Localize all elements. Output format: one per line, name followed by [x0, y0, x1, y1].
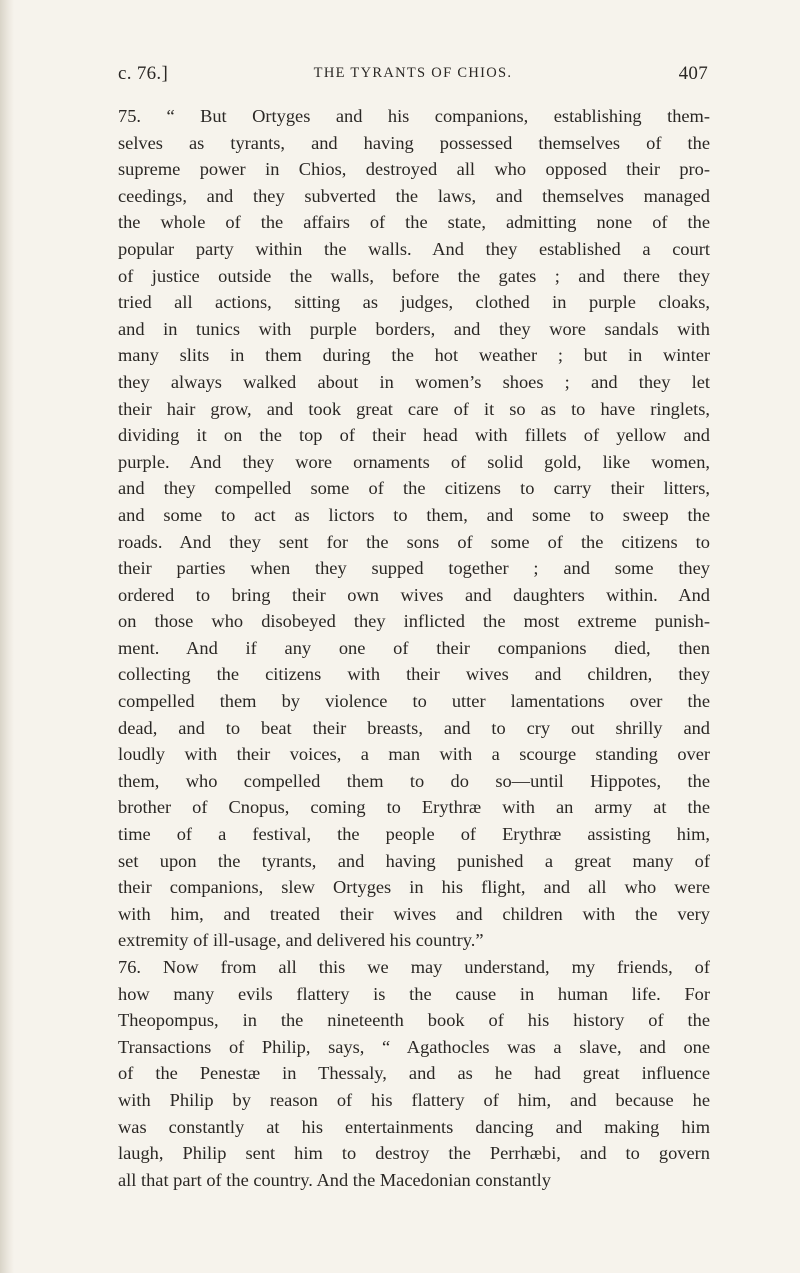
text-line: dividing it on the top of their head with fillets of yellow and — [118, 425, 710, 446]
text-line: their hair grow, and took great care of it so as to have ringlets, — [118, 398, 710, 419]
text-line: extremity of ill-usage, and delivered his country.” — [118, 930, 484, 951]
text-line: Transactions of Philip, says, “ Agathocles was a slave, and one — [118, 1036, 710, 1057]
text-line: 76. Now from all this we may understand, my friends, of — [118, 957, 710, 977]
text-line: popular party within the walls. And they established a court — [118, 238, 710, 259]
text-line: many slits in them during the hot weather ; but in winter — [118, 345, 710, 366]
text-line: roads. And they sent for the sons of some of the citizens to — [118, 531, 710, 552]
text-line: loudly with their voices, a man with a scourge standing over — [118, 744, 710, 765]
text-line: supreme power in Chios, destroyed all who opposed their pro- — [118, 159, 710, 180]
text-line: 75. “ But Ortyges and his companions, establishing them- — [118, 106, 710, 126]
text-line: all that part of the country. And the Macedonian constantly — [118, 1169, 551, 1190]
text-line: their parties when they supped together ; and some they — [118, 558, 710, 579]
text-line: they always walked about in women’s shoes ; and they let — [118, 371, 710, 392]
text-line: time of a festival, the people of Erythræ assisting him, — [118, 824, 710, 845]
body-text — [118, 103, 710, 1193]
text-line: their companions, slew Ortyges in his flight, and all who were — [118, 877, 710, 898]
text-line: set upon the tyrants, and having punished a great many of — [118, 850, 710, 871]
text-line: and they compelled some of the citizens to carry their litters, — [118, 478, 710, 499]
page-number: 407 — [678, 63, 708, 84]
text-line: ordered to bring their own wives and daughters within. And — [118, 584, 710, 605]
text-line: of justice outside the walls, before the gates ; and there they — [118, 265, 710, 286]
text-line: compelled them by violence to utter lamentations over the — [118, 691, 710, 712]
page-edge — [0, 0, 14, 1273]
text-line: laugh, Philip sent him to destroy the Perrhæbi, and to govern — [118, 1143, 710, 1164]
text-line: and in tunics with purple borders, and they wore sandals with — [118, 318, 710, 339]
text-line: brother of Cnopus, coming to Erythræ with an army at the — [118, 797, 710, 818]
chapter-reference: c. 76.] — [118, 63, 169, 84]
text-line: and some to act as lictors to them, and some to sweep the — [118, 504, 710, 525]
text-line: collecting the citizens with their wives and children, they — [118, 664, 710, 685]
text-line: ceedings, and they subverted the laws, and themselves managed — [118, 185, 710, 206]
text-line: of the Penestæ in Thessaly, and as he had great influence — [118, 1063, 710, 1084]
text-line: selves as tyrants, and having possessed themselves of the — [118, 132, 710, 153]
page-header — [118, 63, 708, 93]
text-line: them, who compelled them to do so—until Hippotes, the — [118, 770, 710, 791]
text-line: with Philip by reason of his flattery of him, and because he — [118, 1089, 710, 1110]
text-line: Theopompus, in the nineteenth book of his history of the — [118, 1010, 710, 1031]
text-line: was constantly at his entertainments dancing and making him — [118, 1116, 710, 1137]
text-line: purple. And they wore ornaments of solid gold, like women, — [118, 451, 710, 472]
text-line: dead, and to beat their breasts, and to cry out shrilly and — [118, 717, 710, 738]
text-line: with him, and treated their wives and children with the very — [118, 903, 710, 924]
text-line: ment. And if any one of their companions died, then — [118, 637, 710, 658]
running-title: THE TYRANTS OF CHIOS. — [313, 65, 513, 81]
text-line: the whole of the affairs of the state, admitting none of the — [118, 212, 710, 233]
text-line: how many evils flattery is the cause in human life. For — [118, 983, 710, 1004]
text-line: tried all actions, sitting as judges, clothed in purple cloaks, — [118, 292, 710, 313]
text-line: on those who disobeyed they inflicted the most extreme punish- — [118, 611, 710, 632]
